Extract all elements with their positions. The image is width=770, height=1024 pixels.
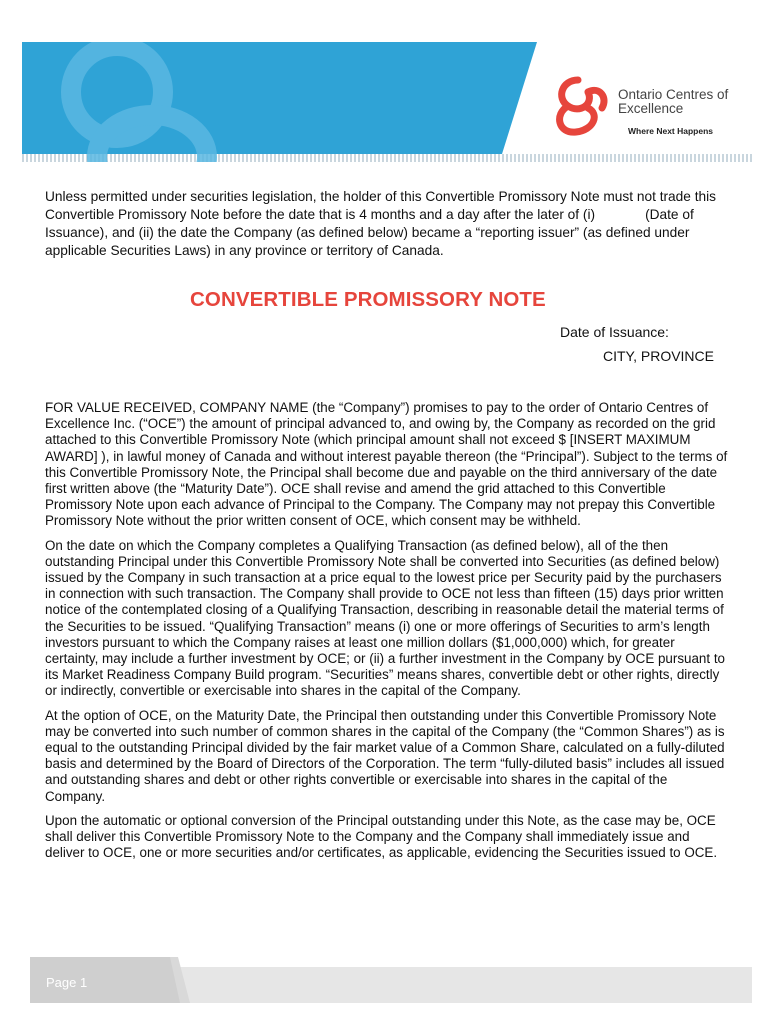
org-name — [618, 88, 748, 116]
legend-date-label: (Date of Issuance) — [45, 207, 694, 240]
document-title: CONVERTIBLE PROMISSORY NOTE — [190, 288, 546, 311]
paragraph: Upon the automatic or optional conversion of the Principal outstanding under this Note, as the case may be, OCE shall deliver this Convertible Promissory Note to the Company and the Company shall immediately issue and deliver to OCE, one or more securities and/or certificates, as applicable, evidencing the Securities issued to OCE. — [45, 812, 718, 861]
oce-logo — [548, 68, 748, 148]
legend-text-end: , and (ii) the date the Company (as defined below) became a “reporting issuer” (as defined under applicable Securities Laws) in any province or territory of Canada. — [45, 225, 690, 258]
page-number: Page 1 — [46, 975, 88, 990]
org-name-line1: Ontario Centres of — [618, 87, 729, 102]
org-name-line2: Excellence — [618, 101, 684, 116]
paragraph: On the date on which the Company completes a Qualifying Transaction (as defined below), all of the then outstanding Principal under this Convertible Promissory Note shall be converted into Securities (as defined below) issued by the Company in such transaction at a price equal to the lowest price per Security paid by the purchasers in connection with such transaction. The Company shall provide to OCE not less than fifteen (15) days prior written notice of the contemplated closing of a Qualifying Transaction, describing in reasonable detail the material terms of the Securities to be issued. “Qualifying Transaction” means (i) one or more offerings of Securities to arm’s length investors pursuant to which the Company raises at least one million dollars ($1,000,000) which, for greater certainty, may include a further investment by OCE; or (ii) a further investment in the Company by OCE pursuant to its Market Readiness Company Build program. “Securities” means shares, convertible debt or other rights, directly or indirectly, convertible or exercisable into shares in the capital of the Company. — [45, 537, 725, 699]
legend-text-start: Unless permitted under securities legislation, the holder of this Convertible Promissory Note must not trade this Convertible Promissory Note before the date that is 4 months and a day after the later of (i) — [45, 189, 716, 222]
org-tagline: Where Next Happens — [628, 126, 714, 136]
footer-bar-graphic — [30, 957, 752, 1003]
location-label: CITY, PROVINCE — [603, 348, 714, 364]
securities-legend — [45, 188, 730, 260]
paragraph: At the option of OCE, on the Maturity Date, the Principal then outstanding under this Convertible Promissory Note may be converted into such number of common shares in the capital of the Company (the “Common Shares”) as is equal to the outstanding Principal divided by the fair market value of a Common Share, calculated on a fully-diluted basis and determined by the Board of Directors of the Corporation. The term “fully-diluted basis” includes all issued and outstanding shares and debt or other rights convertible or exercisable into shares in the capital of the Company. — [45, 707, 725, 804]
date-of-issuance-label: Date of Issuance: — [560, 324, 669, 340]
paragraph: FOR VALUE RECEIVED, COMPANY NAME (the “Company”) promises to pay to the order of Ontario Centres of Excellence Inc. (“OCE”) the amount of principal advanced to, and owing by, the Company as recorded on the grid attached to this Convertible Promissory Note (which principal amount shall not exceed $ [INSERT MAXIMUM AWARD] ), in lawful money of Canada and without interest payable thereon (the “Principal”). Subject to the terms of this Convertible Promissory Note, the Principal shall become due and payable on the third anniversary of the date first written above (the “Maturity Date”). OCE shall revise and amend the grid attached to this Convertible Promissory Note upon each advance of Principal to the Company. The Company may not prepay this Convertible Promissory Note without the prior written consent of OCE, which consent may be withheld. — [45, 400, 728, 529]
document-body — [45, 400, 730, 869]
oce-logo-mark-icon — [548, 68, 614, 140]
page-footer — [30, 957, 752, 1003]
